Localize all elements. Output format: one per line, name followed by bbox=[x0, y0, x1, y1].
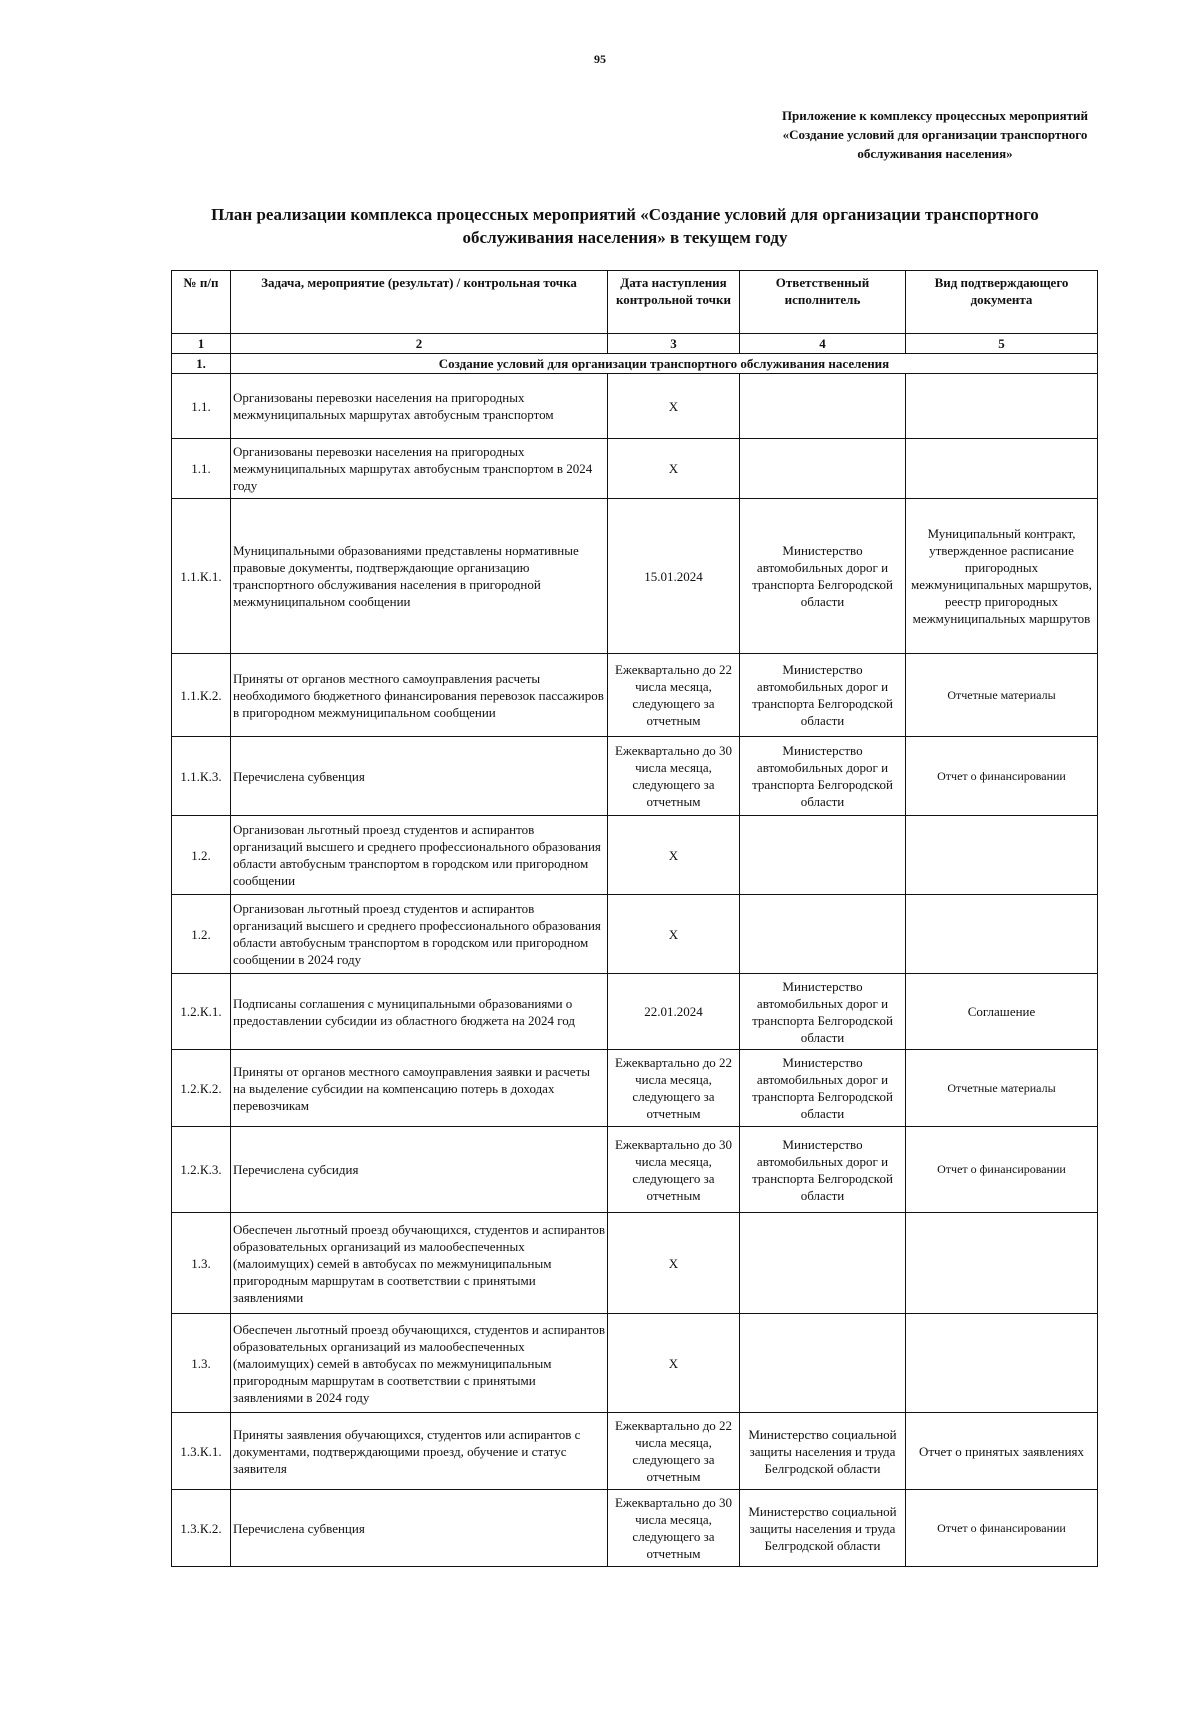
row-date: Ежеквартально до 22 числа месяца, следующего за отчетным bbox=[608, 1050, 740, 1127]
appendix-line: «Создание условий для организации транспортного bbox=[782, 127, 1088, 142]
row-responsible: Министерство автомобильных дорог и транспорта Белгородской области bbox=[740, 1127, 906, 1213]
row-num: 1.3. bbox=[172, 1314, 231, 1413]
row-document: Отчет о финансировании bbox=[906, 737, 1098, 816]
row-responsible bbox=[740, 374, 906, 439]
header-responsible: Ответственный исполнитель bbox=[740, 271, 906, 334]
section-row bbox=[172, 354, 1098, 374]
table-row bbox=[172, 895, 1098, 974]
row-responsible: Министерство автомобильных дорог и транспорта Белгородской области bbox=[740, 654, 906, 737]
row-responsible: Министерство автомобильных дорог и транспорта Белгородской области bbox=[740, 737, 906, 816]
row-document: Отчетные материалы bbox=[906, 1050, 1098, 1127]
row-responsible bbox=[740, 816, 906, 895]
row-date: 15.01.2024 bbox=[608, 499, 740, 654]
appendix-note bbox=[740, 106, 1130, 163]
column-number: 5 bbox=[906, 334, 1098, 354]
row-task: Организованы перевозки населения на пригородных межмуниципальных маршрутах автобусным транспортом в 2024 году bbox=[231, 439, 608, 499]
row-document bbox=[906, 816, 1098, 895]
header-row bbox=[172, 271, 1098, 334]
row-responsible: Министерство автомобильных дорог и транспорта Белгородской области bbox=[740, 1050, 906, 1127]
row-task: Организован льготный проезд студентов и аспирантов организаций высшего и среднего профессионального образования области автобусным транспортом в городском или пригородном сообщении bbox=[231, 816, 608, 895]
table-row bbox=[172, 1490, 1098, 1567]
table-row bbox=[172, 1213, 1098, 1314]
row-num: 1.1. bbox=[172, 439, 231, 499]
row-task: Муниципальными образованиями представлены нормативные правовые документы, подтверждающие организацию транспортного обслуживания населения в пригородной межмуниципальном сообщении bbox=[231, 499, 608, 654]
row-task: Организованы перевозки населения на пригородных межмуниципальных маршрутах автобусным транспортом bbox=[231, 374, 608, 439]
row-responsible bbox=[740, 895, 906, 974]
row-date: Ежеквартально до 30 числа месяца, следующего за отчетным bbox=[608, 1490, 740, 1567]
row-date: X bbox=[608, 374, 740, 439]
row-task: Перечислена субвенция bbox=[231, 737, 608, 816]
row-date: Ежеквартально до 30 числа месяца, следующего за отчетным bbox=[608, 737, 740, 816]
row-num: 1.3. bbox=[172, 1213, 231, 1314]
row-num: 1.2.К.2. bbox=[172, 1050, 231, 1127]
row-document: Отчет о финансировании bbox=[906, 1490, 1098, 1567]
row-responsible bbox=[740, 439, 906, 499]
column-number: 4 bbox=[740, 334, 906, 354]
row-task: Приняты заявления обучающихся, студентов или аспирантов с документами, подтверждающими проезд, обучение и статус заявителя bbox=[231, 1413, 608, 1490]
column-number: 2 bbox=[231, 334, 608, 354]
row-document: Соглашение bbox=[906, 974, 1098, 1050]
table-row bbox=[172, 737, 1098, 816]
row-task: Подписаны соглашения с муниципальными образованиями о предоставлении субсидии из областного бюджета на 2024 год bbox=[231, 974, 608, 1050]
row-document bbox=[906, 439, 1098, 499]
row-num: 1.2.К.1. bbox=[172, 974, 231, 1050]
table-row bbox=[172, 1127, 1098, 1213]
row-document bbox=[906, 1213, 1098, 1314]
row-date: Ежеквартально до 30 числа месяца, следующего за отчетным bbox=[608, 1127, 740, 1213]
row-responsible bbox=[740, 1314, 906, 1413]
header-task: Задача, мероприятие (результат) / контрольная точка bbox=[231, 271, 608, 334]
row-num: 1.2. bbox=[172, 816, 231, 895]
section-num: 1. bbox=[172, 354, 231, 374]
row-date: X bbox=[608, 1213, 740, 1314]
row-document: Отчет о принятых заявлениях bbox=[906, 1413, 1098, 1490]
row-document bbox=[906, 1314, 1098, 1413]
header-num: № п/п bbox=[172, 271, 231, 334]
row-task: Перечислена субвенция bbox=[231, 1490, 608, 1567]
row-task: Перечислена субсидия bbox=[231, 1127, 608, 1213]
row-task: Приняты от органов местного самоуправления заявки и расчеты на выделение субсидии на компенсацию потерь в доходах перевозчикам bbox=[231, 1050, 608, 1127]
header-document: Вид подтверждающего документа bbox=[906, 271, 1098, 334]
row-num: 1.2.К.3. bbox=[172, 1127, 231, 1213]
appendix-line: Приложение к комплексу процессных мероприятий bbox=[781, 108, 1089, 123]
section-title: Создание условий для организации транспортного обслуживания населения bbox=[231, 354, 1098, 374]
column-number-row bbox=[172, 334, 1098, 354]
title-line: обслуживания населения» в текущем году bbox=[462, 228, 788, 247]
row-document bbox=[906, 895, 1098, 974]
table-row bbox=[172, 499, 1098, 654]
row-date: X bbox=[608, 895, 740, 974]
table-row bbox=[172, 1413, 1098, 1490]
title-line: План реализации комплекса процессных мероприятий «Создание условий для организации транспортного bbox=[211, 205, 1039, 224]
row-num: 1.3.К.1. bbox=[172, 1413, 231, 1490]
row-num: 1.2. bbox=[172, 895, 231, 974]
row-responsible: Министерство автомобильных дорог и транспорта Белгородской области bbox=[740, 974, 906, 1050]
row-date: 22.01.2024 bbox=[608, 974, 740, 1050]
row-num: 1.3.К.2. bbox=[172, 1490, 231, 1567]
row-task: Обеспечен льготный проезд обучающихся, студентов и аспирантов образовательных организаций из малообеспеченных (малоимущих) семей в автобусах по межмуниципальным пригородным маршрутам в соответствии с принятыми заявлениями в 2024 году bbox=[231, 1314, 608, 1413]
row-task: Приняты от органов местного самоуправления расчеты необходимого бюджетного финансирования перевозок пассажиров в пригородном межмуниципальном сообщении bbox=[231, 654, 608, 737]
row-document: Отчетные материалы bbox=[906, 654, 1098, 737]
table-row bbox=[172, 816, 1098, 895]
row-date: X bbox=[608, 1314, 740, 1413]
column-number: 3 bbox=[608, 334, 740, 354]
row-document bbox=[906, 374, 1098, 439]
header-date: Дата наступления контрольной точки bbox=[608, 271, 740, 334]
row-responsible: Министерство автомобильных дорог и транспорта Белгородской области bbox=[740, 499, 906, 654]
row-task: Обеспечен льготный проезд обучающихся, студентов и аспирантов образовательных организаций из малообеспеченных (малоимущих) семей в автобусах по межмуниципальным пригородным маршрутам в соответствии с принятыми заявлениями bbox=[231, 1213, 608, 1314]
page-number: 95 bbox=[594, 52, 606, 66]
column-number: 1 bbox=[172, 334, 231, 354]
table-row bbox=[172, 1050, 1098, 1127]
page-title bbox=[150, 203, 1100, 249]
row-date: X bbox=[608, 439, 740, 499]
row-responsible: Министерство социальной защиты населения и труда Белгродской области bbox=[740, 1490, 906, 1567]
row-document: Отчет о финансировании bbox=[906, 1127, 1098, 1213]
row-document: Муниципальный контракт, утвержденное расписание пригородных межмуниципальных маршрутов, реестр пригородных межмуниципальных маршрутов bbox=[906, 499, 1098, 654]
row-date: X bbox=[608, 816, 740, 895]
table-row bbox=[172, 654, 1098, 737]
row-responsible bbox=[740, 1213, 906, 1314]
row-num: 1.1.К.2. bbox=[172, 654, 231, 737]
table-row bbox=[172, 439, 1098, 499]
plan-table bbox=[171, 270, 1098, 1567]
table-row bbox=[172, 374, 1098, 439]
table-row bbox=[172, 974, 1098, 1050]
appendix-line: обслуживания населения» bbox=[857, 146, 1013, 161]
row-responsible: Министерство социальной защиты населения и труда Белгродской области bbox=[740, 1413, 906, 1490]
row-num: 1.1.К.3. bbox=[172, 737, 231, 816]
row-num: 1.1.К.1. bbox=[172, 499, 231, 654]
row-num: 1.1. bbox=[172, 374, 231, 439]
row-date: Ежеквартально до 22 числа месяца, следующего за отчетным bbox=[608, 1413, 740, 1490]
row-date: Ежеквартально до 22 числа месяца, следующего за отчетным bbox=[608, 654, 740, 737]
table-row bbox=[172, 1314, 1098, 1413]
row-task: Организован льготный проезд студентов и аспирантов организаций высшего и среднего профессионального образования области автобусным транспортом в городском или пригородном сообщении в 2024 году bbox=[231, 895, 608, 974]
